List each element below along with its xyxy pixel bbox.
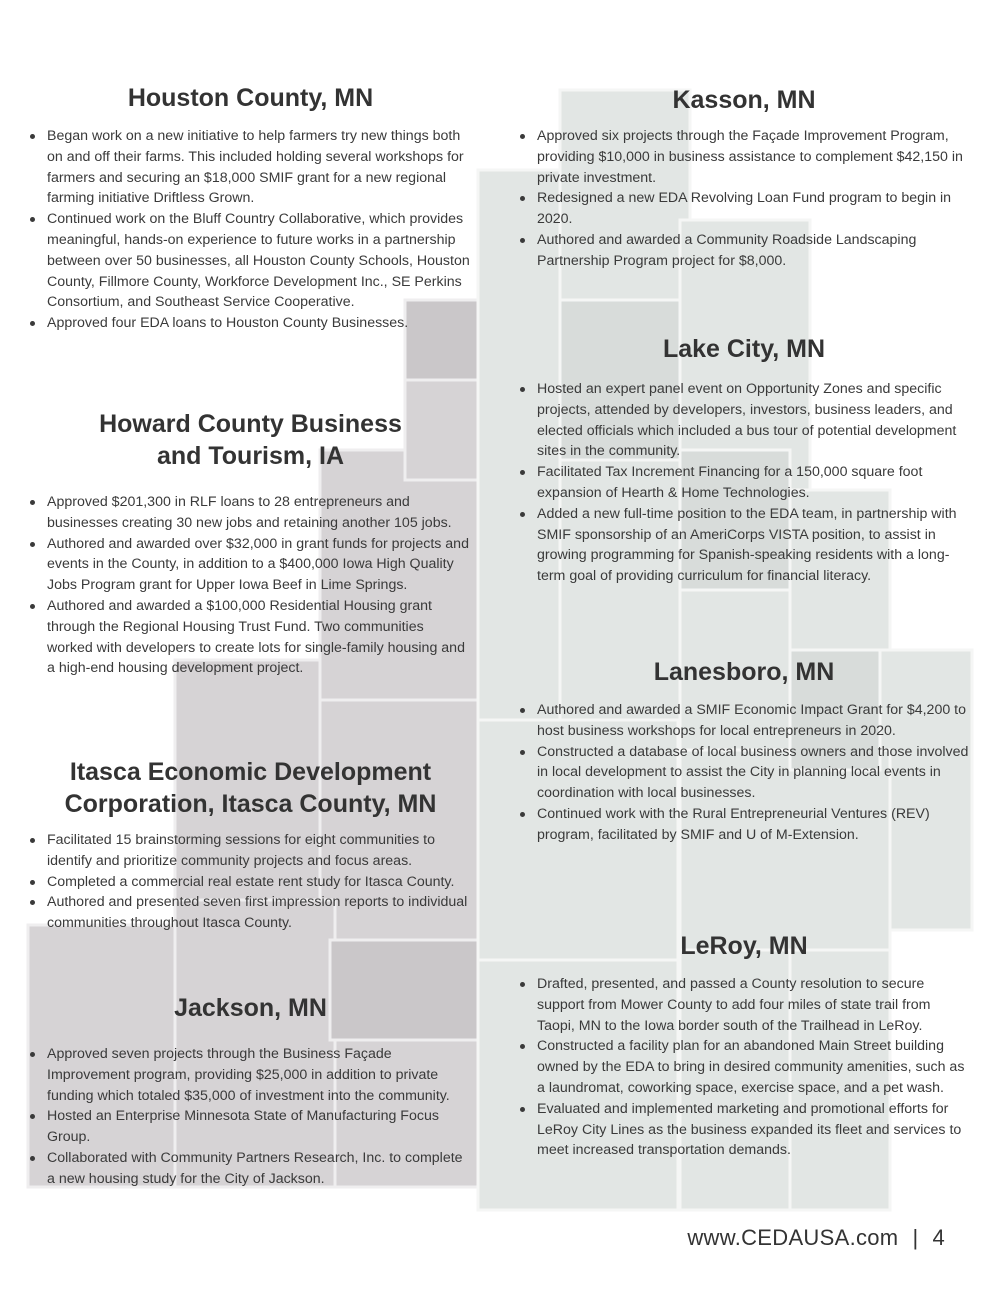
list-item: Began work on a new initiative to help farmers try new things both on and off their farms. This included holding several workshops for farmers and securing an $18,000 SMIF grant for a new regional farming initiative Driftless Grown.	[28, 126, 473, 209]
section-title: Jackson, MN	[174, 994, 327, 1022]
section-houston-county	[28, 82, 473, 334]
page-footer	[687, 1225, 945, 1251]
section-lake-city	[518, 333, 970, 587]
list-item: Facilitated Tax Increment Financing for a 150,000 square foot expansion of Hearth & Home Technologies.	[518, 462, 970, 504]
list-item: Continued work with the Rural Entrepreneurial Ventures (REV) program, facilitated by SMIF and U of M-Extension.	[518, 804, 970, 846]
bullet-list	[28, 492, 473, 679]
list-item: Authored and awarded a SMIF Economic Impact Grant for $4,200 to host business workshops for local entrepreneurs in 2020.	[518, 700, 970, 742]
section-title: Houston County, MN	[127, 84, 374, 112]
section-title: Howard County Business and Tourism, IA	[99, 410, 402, 470]
page-number: 4	[932, 1225, 945, 1250]
section-title: Lanesboro, MN	[653, 658, 835, 686]
list-item: Drafted, presented, and passed a County resolution to secure support from Mower County to add four miles of state trail from Taopi, MN to the Iowa border south of the Trailhead in LeRoy.	[518, 974, 970, 1036]
section-title: Kasson, MN	[672, 86, 816, 114]
section-lanesboro	[518, 656, 970, 846]
section-title: Itasca Economic Development Corporation, Itasca County, MN	[64, 758, 437, 818]
list-item: Hosted an expert panel event on Opportunity Zones and specific projects, attended by developers, investors, business leaders, and elected officials which included a bus tour of potential development sites in the community.	[518, 379, 970, 462]
list-item: Constructed a facility plan for an abandoned Main Street building owned by the EDA to bring in desired community amenities, such as a laundromat, coworking space, exercise space, and a pet wash.	[518, 1036, 970, 1098]
list-item: Approved $201,300 in RLF loans to 28 entrepreneurs and businesses creating 30 new jobs and retaining another 105 jobs.	[28, 492, 473, 534]
list-item: Authored and awarded a Community Roadside Landscaping Partnership Program project for $8,000.	[518, 230, 970, 272]
section-title: Lake City, MN	[662, 335, 826, 363]
bullet-list	[518, 379, 970, 587]
section-itasca	[28, 756, 473, 934]
website-link[interactable]: www.CEDAUSA.com	[687, 1225, 899, 1250]
list-item: Approved seven projects through the Business Façade Improvement program, providing $25,000 in addition to private funding which totaled $35,000 of investment into the community.	[28, 1044, 473, 1106]
bullet-list	[518, 974, 970, 1161]
list-item: Hosted an Enterprise Minnesota State of Manufacturing Focus Group.	[28, 1106, 473, 1148]
bullet-list	[28, 126, 473, 334]
list-item: Authored and presented seven first impression reports to individual communities throughout Itasca County.	[28, 892, 473, 934]
bullet-list	[28, 1044, 473, 1190]
list-item: Facilitated 15 brainstorming sessions for eight communities to identify and prioritize community projects and focus areas.	[28, 830, 473, 872]
list-item: Approved four EDA loans to Houston County Businesses.	[28, 313, 473, 334]
section-title: LeRoy, MN	[680, 932, 808, 960]
list-item: Approved six projects through the Façade Improvement Program, providing $10,000 in business assistance to complement $42,150 in private investment.	[518, 126, 970, 188]
footer-separator: |	[912, 1225, 919, 1250]
list-item: Constructed a database of local business owners and those involved in local development to assist the City in planning local events in coordination with local businesses.	[518, 742, 970, 804]
list-item: Collaborated with Community Partners Research, Inc. to complete a new housing study for the City of Jackson.	[28, 1148, 473, 1190]
section-kasson	[518, 84, 970, 272]
list-item: Authored and awarded a $100,000 Residential Housing grant through the Regional Housing Trust Fund. Two communities worked with developers to create lots for single-family housing and a high-end housing development project.	[28, 596, 473, 679]
list-item: Added a new full-time position to the EDA team, in partnership with SMIF sponsorship of an AmeriCorps VISTA position, to assist in growing programming for Spanish-speaking residents with a long-term goal of providing curriculum for financial literacy.	[518, 504, 970, 587]
list-item: Continued work on the Bluff Country Collaborative, which provides meaningful, hands-on experience to future works in a partnership between over 50 businesses, all Houston County Schools, Houston County, Fillmore County, Workforce Development Inc., SE Perkins Consortium, and Southeast Service Cooperative.	[28, 209, 473, 313]
list-item: Redesigned a new EDA Revolving Loan Fund program to begin in 2020.	[518, 188, 970, 230]
section-jackson	[28, 992, 473, 1190]
bullet-list	[518, 126, 970, 272]
list-item: Authored and awarded over $32,000 in grant funds for projects and events in the County, in addition to a $400,000 Iowa High Quality Jobs Program grant for Upper Iowa Beef in Lime Springs.	[28, 534, 473, 596]
section-leroy	[518, 930, 970, 1161]
bullet-list	[28, 830, 473, 934]
list-item: Completed a commercial real estate rent study for Itasca County.	[28, 872, 473, 893]
section-howard-county	[28, 408, 473, 679]
bullet-list	[518, 700, 970, 846]
list-item: Evaluated and implemented marketing and promotional efforts for LeRoy City Lines as the business expanded its fleet and services to meet increased transportation demands.	[518, 1099, 970, 1161]
